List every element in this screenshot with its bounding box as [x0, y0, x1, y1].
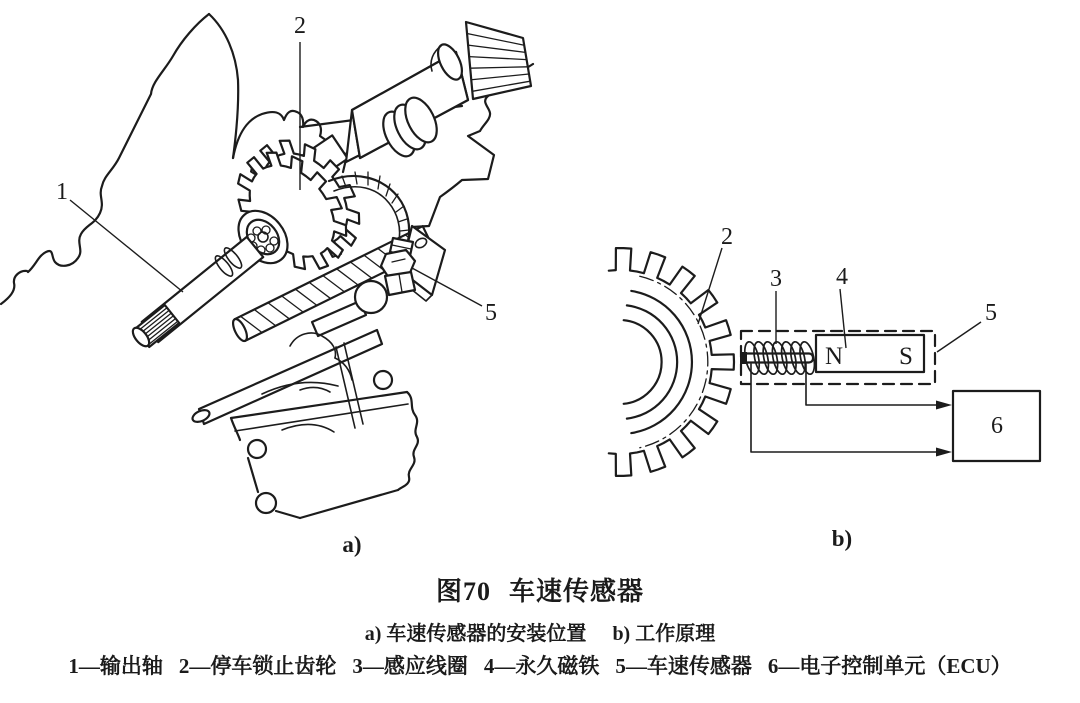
- gear-pitch-arc: [640, 276, 708, 447]
- callout-3-coil: 3: [770, 266, 782, 292]
- spline-block: [466, 22, 531, 99]
- callout-1-output-shaft: 1: [56, 179, 68, 205]
- figure-caption-title: [0, 571, 1080, 608]
- figure-legend: [0, 650, 1080, 680]
- legend-item: 1—输出轴: [68, 654, 163, 678]
- leader-2b: [698, 248, 722, 324]
- panel-a-label: a): [342, 532, 362, 557]
- callout-2-gear: 2: [721, 224, 733, 250]
- magnet-north: N: [824, 343, 844, 370]
- ball-boss: [355, 281, 387, 313]
- figure-subcaption: [0, 617, 1080, 646]
- gear-arc-1: [624, 320, 662, 404]
- callout-2-parking-gear: 2: [294, 13, 306, 39]
- figure-title: 车速传感器: [509, 577, 645, 606]
- subcaption-a: a) 车速传感器的安装位置: [364, 623, 587, 645]
- legend-item: 3—感应线圈: [352, 654, 468, 678]
- leader-5b: [937, 322, 981, 352]
- callout-5-sensor-b: 5: [985, 300, 997, 326]
- housing-left-edge: [28, 14, 209, 272]
- callout-5-sensor-a: 5: [485, 300, 497, 326]
- wire-lower: [751, 364, 946, 452]
- legend-item: 6—电子控制单元（ECU）: [767, 654, 1012, 678]
- arrowhead-upper: [936, 401, 952, 410]
- magnet-south: S: [899, 343, 913, 370]
- panel-a-drawing: [1, 13, 533, 557]
- legend-item: 5—车速传感器: [615, 654, 752, 678]
- gear-outline: [609, 248, 734, 476]
- legend-item: 2—停车锁止齿轮: [178, 654, 337, 678]
- figure-number: 图70: [435, 577, 491, 606]
- arrowhead-lower: [936, 448, 952, 457]
- housing-scrap-edge: [1, 271, 27, 304]
- subcaption-b: b) 工作原理: [612, 623, 716, 645]
- panel-b-label: b): [831, 526, 853, 551]
- leader-1: [70, 200, 183, 292]
- callout-6-ecu: 6: [991, 413, 1003, 439]
- legend-item: 4—永久磁铁: [483, 654, 600, 678]
- callout-4-magnet: 4: [836, 264, 848, 290]
- housing-top-edge: [209, 14, 238, 158]
- panel-b-drawing: [609, 224, 1040, 551]
